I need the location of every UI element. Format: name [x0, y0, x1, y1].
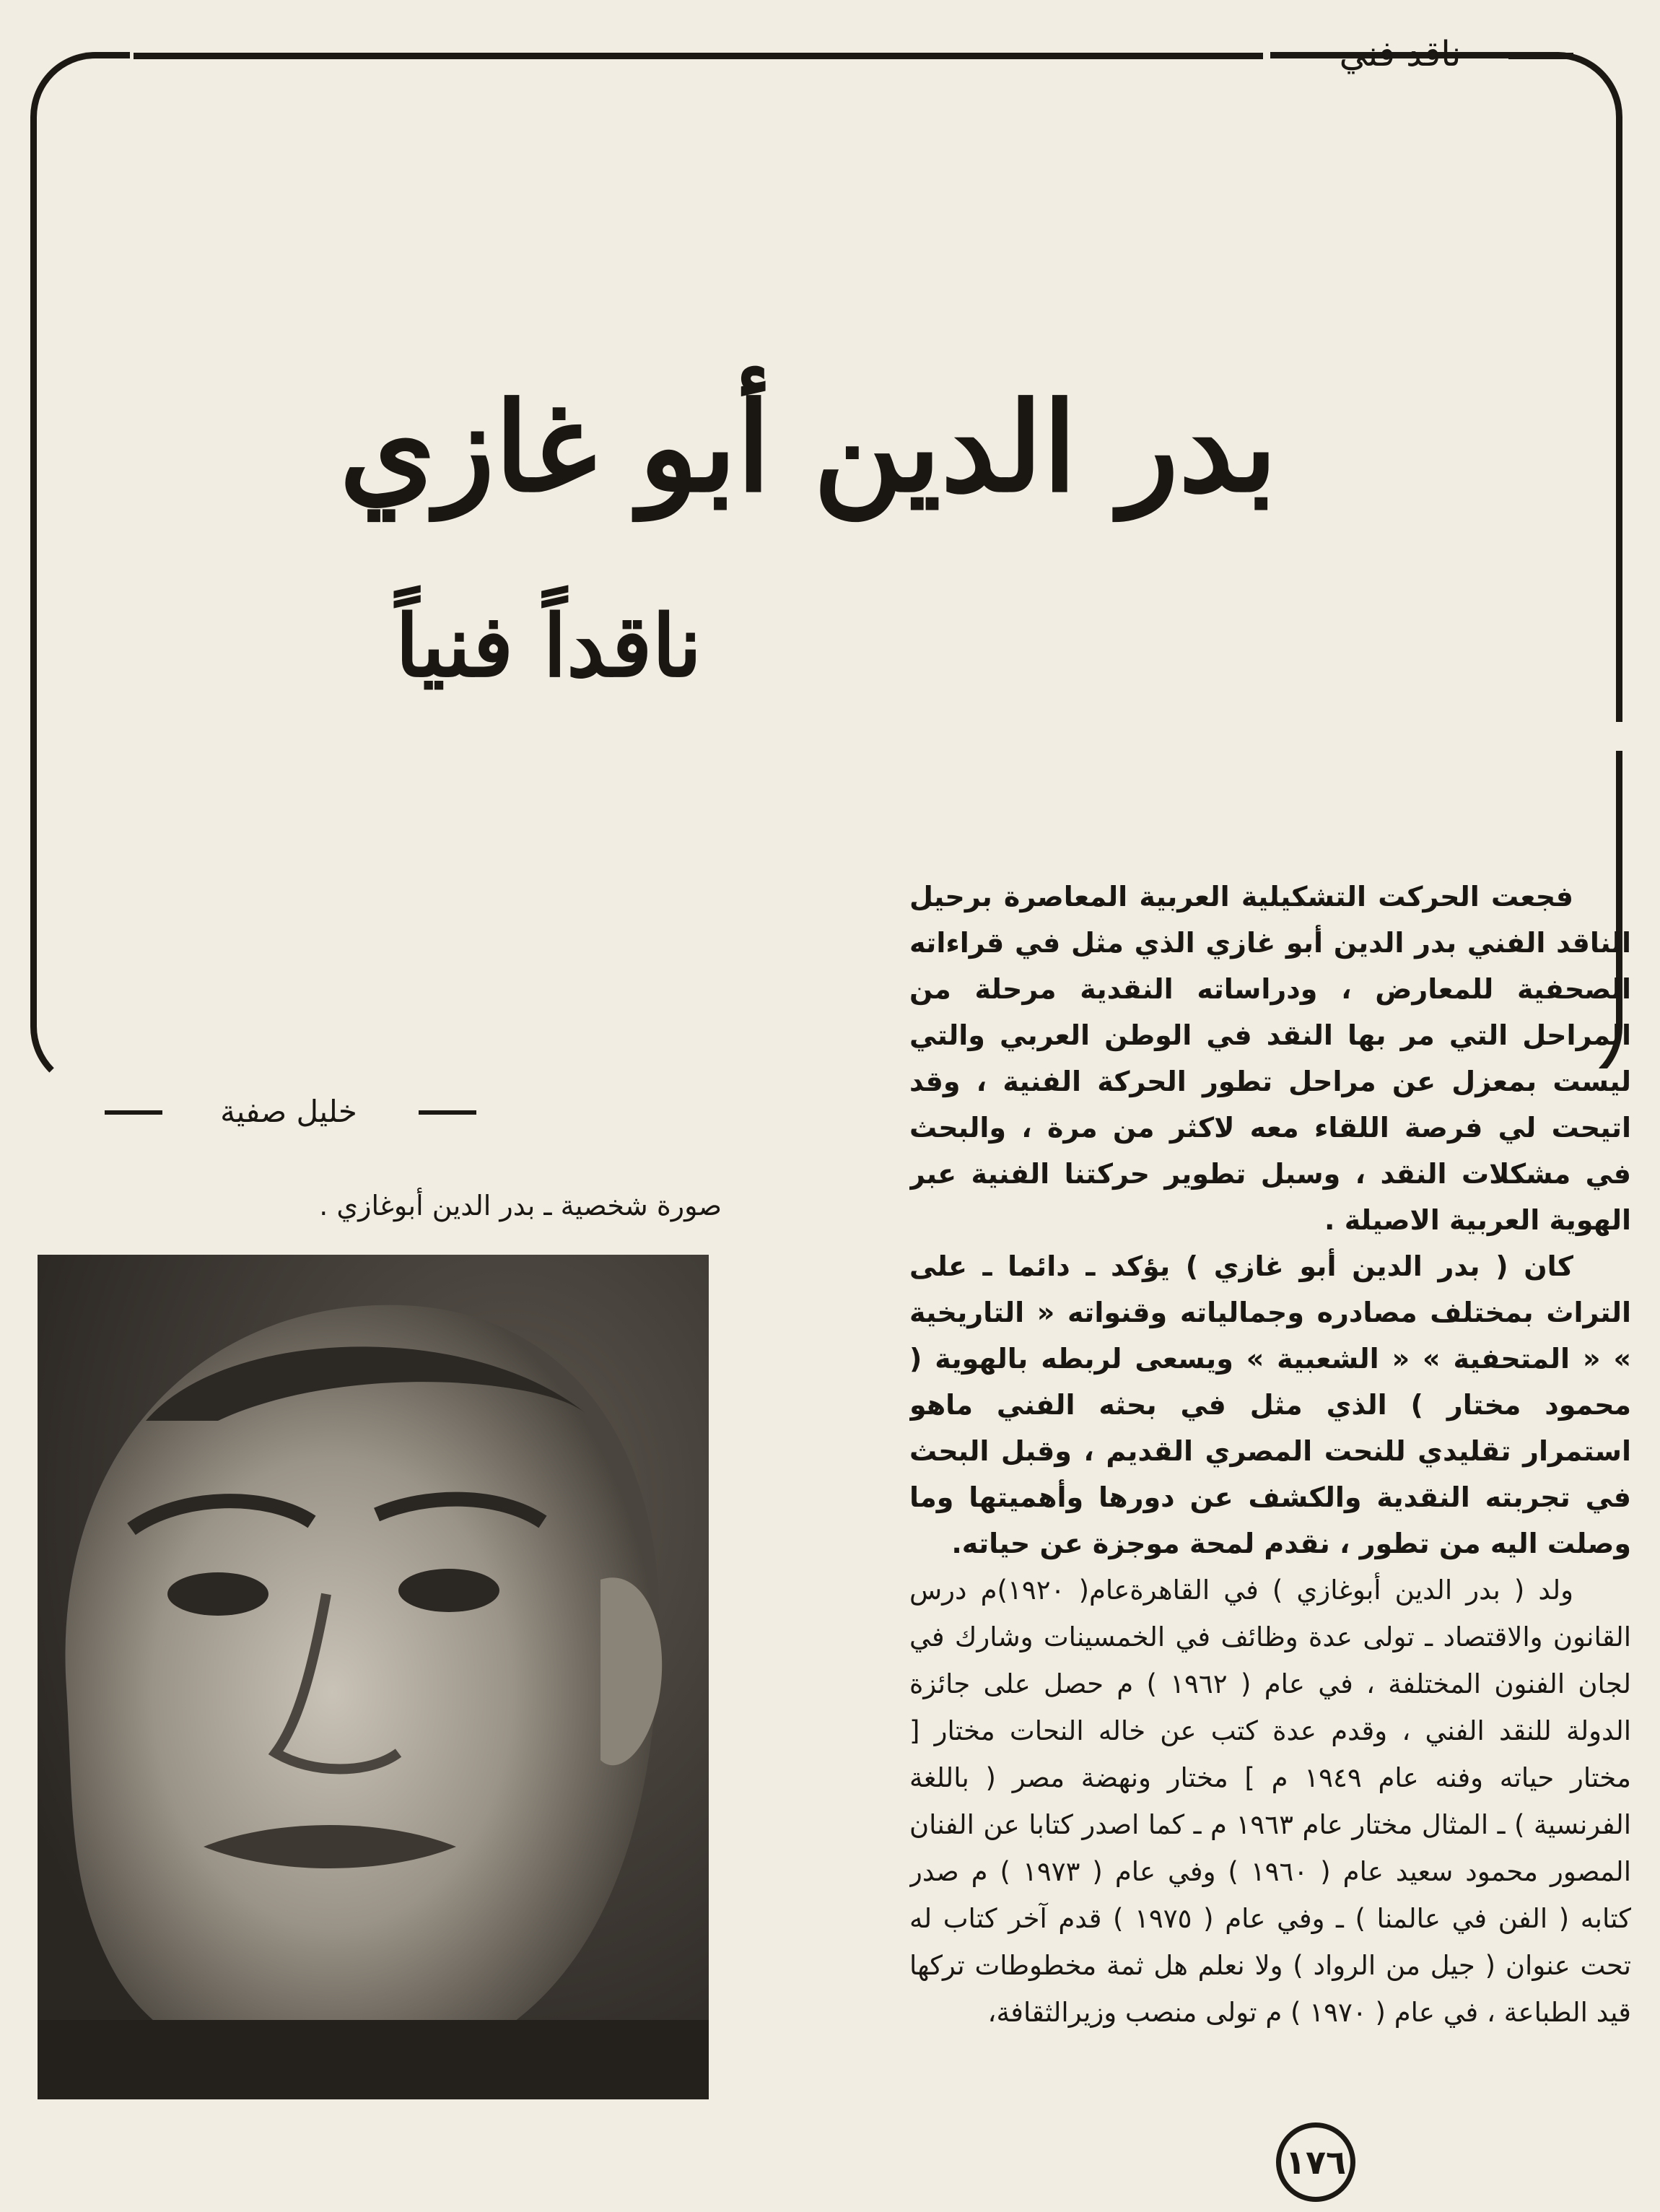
frame-right-gap — [1588, 722, 1624, 751]
byline-rule-right — [419, 1110, 476, 1115]
portrait-photo — [38, 1255, 709, 2099]
article-body — [909, 874, 1631, 2072]
frame-top-rule-right — [1508, 53, 1573, 59]
photo-caption: صورة شخصية ـ بدر الدين أبوغازي . — [319, 1190, 722, 1222]
author-byline: خليل صفية — [220, 1094, 357, 1129]
article-paragraph-1: فجعت الحركت التشكيلية العربية المعاصرة برحيل الناقد الفني بدر الدين أبو غازي الذي مثل في قراءاته الصحفية للمعارض ، ودراساته النقدية مرحلة من المراحل التي مر بها النقد في الوطن العربي والتي ليست بمعزل عن مراحل تطور الحركة الفنية ، وقد اتيحت لي فرصة اللقاء معه لاكثر من مرة ، والبحث في مشكلات النقد ، وسبل تطوير حركتنا الفنية عبر الهوية العربية الاصيلة . — [909, 881, 1631, 1236]
portrait-image — [38, 1255, 709, 2099]
article-title: بدر الدين أبو غازي — [339, 375, 1277, 520]
page-number: ١٧٦ — [1276, 2122, 1355, 2202]
frame-top-rule-left — [134, 53, 1263, 59]
section-label: ناقد فني — [1339, 34, 1462, 74]
article-paragraph-2: كان ( بدر الدين أبو غازي ) يؤكد ـ دائما ـ على التراث بمختلف مصادره وجمالياته وقنواته « التاريخية » « المتحفية » « الشعبية » ويسعى لربطه بالهوية ( محمود مختار ) الذي مثل في بحثه الفني ماهو استمرار تقليدي للنحت المصري القديم ، وقبل البحث في تجربته النقدية والكشف عن دورها وأهميتها وما وصلت اليه من تطور ، نقدم لمحة موجزة عن حياته. — [909, 1250, 1631, 1559]
byline-rule-left — [105, 1110, 162, 1115]
article-subtitle: ناقداً فنياً — [395, 596, 702, 696]
article-paragraph-3: ولد ( بدر الدين أبوغازي ) في القاهرةعام( ١٩٢٠)م درس القانون والاقتصاد ـ تولى عدة وظائف في الخمسينات وشارك في لجان الفنون المختلفة ، في عام ( ١٩٦٢ ) م حصل على جائزة الدولة للنقد الفني ، وقدم عدة كتب عن خاله النحات مختار [ مختار حياته وفنه عام ١٩٤٩ م ] مختار ونهضة مصر ( باللغة الفرنسية ) ـ المثال مختار عام ١٩٦٣ م ـ كما اصدر كتابا عن الفنان المصور محمود سعيد عام ( ١٩٦٠ ) وفي عام ( ١٩٧٣ ) م صدر كتابه ( الفن في عالمنا ) ـ وفي عام ( ١٩٧٥ ) قدم آخر كتاب له تحت عنوان ( جيل من الرواد ) ولا نعلم هل ثمة مخطوطات تركها قيد الطباعة ، في عام ( ١٩٧٠ ) م تولى منصب وزيرالثقافة، — [909, 1575, 1631, 2028]
